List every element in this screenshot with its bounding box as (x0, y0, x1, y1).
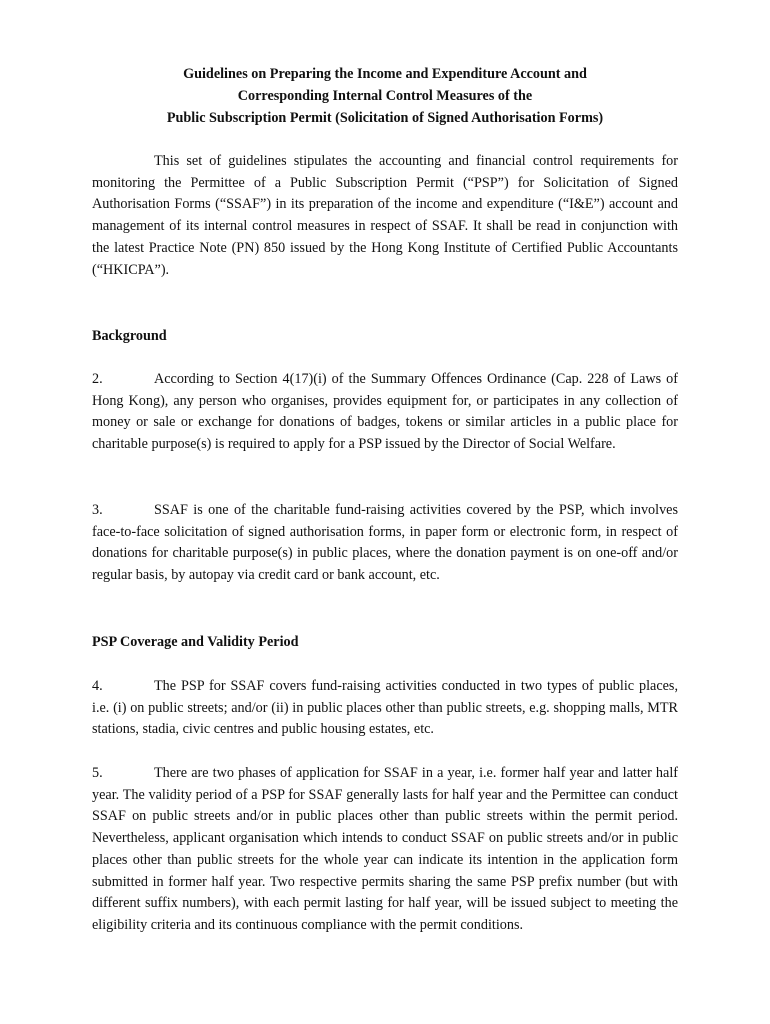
intro-paragraph: This set of guidelines stipulates the accounting and financial control requirements for monitoring the Permittee of a Public Subscription Permit (“PSP”) for Solicitation of Signed Authorisation Forms (“SSAF”) in its preparation of the income and expenditure (“I&E”) account and management of its internal control measures in respect of SSAF. It shall be read in conjunction with the latest Practice Note (PN) 850 issued by the Hong Kong Institute of Certified Public Accountants (“HKICPA”). (92, 153, 678, 278)
paragraph-4 (92, 676, 678, 741)
title-line: Corresponding Internal Control Measures of the (237, 88, 533, 104)
section-heading-background: Background (92, 328, 167, 344)
title-line: Public Subscription Permit (Solicitation of Signed Authorisation Forms) (166, 110, 604, 126)
paragraph-3 (92, 500, 678, 587)
paragraph-text: The PSP for SSAF covers fund-raising activities conducted in two types of public places, i.e. (i) on public streets; and/or (ii) in public places other than public streets, e.g. shopping malls, MTR stations, stadia, civic centres and public housing estates, etc. (92, 678, 678, 738)
paragraph-number: 2. (92, 371, 103, 387)
section-heading-psp-coverage: PSP Coverage and Validity Period (92, 634, 299, 650)
title-line: Guidelines on Preparing the Income and Expenditure Account and (183, 66, 587, 82)
paragraph-number: 3. (92, 502, 103, 518)
paragraph-text: According to Section 4(17)(i) of the Summary Offences Ordinance (Cap. 228 of Laws of Hong Kong), any person who organises, provides equipment for, or participates in any collection of money or sale or exchange for donations of badges, tokens or similar articles in a public place for charitable purpose(s) is required to apply for a PSP issued by the Director of Social Welfare. (92, 371, 678, 453)
paragraph-number: 4. (92, 678, 103, 694)
paragraph-number: 5. (92, 765, 103, 781)
document-title (92, 63, 678, 129)
paragraph-5 (92, 763, 678, 937)
paragraph-text: There are two phases of application for SSAF in a year, i.e. former half year and latter half year. The validity period of a PSP for SSAF generally lasts for half year and the Permittee can conduct SSAF on public streets and/or in public places other than public streets within the permit period. Nevertheless, applicant organisation which intends to conduct SSAF on public streets and/or in public places other than public streets for the whole year can indicate its intention in the application form submitted in former half year. Two respective permits sharing the same PSP prefix number (but with different suffix numbers), with each permit lasting for half year, will be issued subject to meeting the eligibility criteria and its continuous compliance with the permit conditions. (92, 765, 678, 933)
paragraph-2 (92, 369, 678, 456)
paragraph-text: SSAF is one of the charitable fund-raising activities covered by the PSP, which involves face-to-face solicitation of signed authorisation forms, in paper form or electronic form, in respect of donations for charitable purpose(s) in public places, where the donation payment is on one-off and/or regular basis, by autopay via credit card or bank account, etc. (92, 502, 678, 584)
